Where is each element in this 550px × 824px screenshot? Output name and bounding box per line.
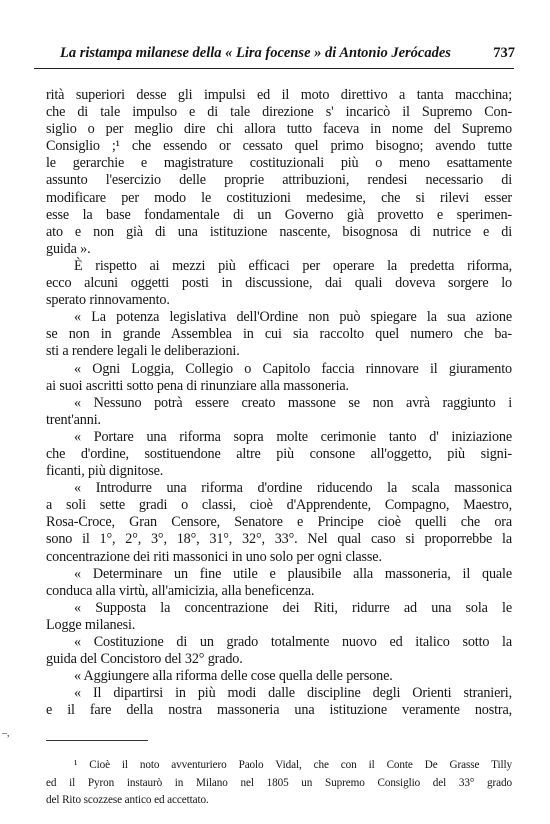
body-line: ai suoi ascritti sotto pena di rinunziare alla massoneria. (46, 377, 349, 394)
body-line: Rosa-Croce, Gran Censore, Senatore e Principe cioè quelli che ora (46, 514, 512, 531)
footnote-line: ¹ Cioè il noto avventuriero Paolo Vidal, che con il Conte De Grasse Tilly (74, 759, 512, 771)
body-line: che d'ordine, sostituendone altre più consone all'oggetto, più signi- (46, 445, 512, 462)
footnote (46, 757, 512, 810)
body-line: ecco alcuni oggetti posti in discussione, dai quali doveva sorgere lo (46, 275, 512, 292)
body-line: ato e non già di una istituzione nascente, bisognosa di nutrice e di (46, 223, 512, 240)
body-line: siglio o per meglio dire chi allora tutto faceva in nome del Supremo (46, 121, 512, 138)
body-line: le gerarchie e magistrature costituzionali più o meno esattamente (46, 155, 512, 172)
body-line: concentrazione dei riti massonici in uno solo per ogni classe. (46, 548, 382, 565)
body-line: « La potenza legislativa dell'Ordine non può spiegare la sua azione (74, 309, 512, 326)
footnote-line: ed il Pyron instaurò in Milano nel 1805 un Supremo Consiglio del 33° grado (46, 776, 512, 789)
body-line: a soli sette gradi o classi, cioè d'Apprendente, Compagno, Maestro, (46, 497, 512, 514)
body-line: modificare per modo le costituzioni medesime, che si rilevi esser (46, 189, 512, 206)
body-line: assunto l'esercizio delle proprie attribuzioni, rendesi necessario di (46, 172, 512, 189)
body-line: « Costituzione di un grado totalmente nuovo ed italico sotto la (74, 634, 512, 650)
body-line: « Supposta la concentrazione dei Riti, ridurre ad una sola le (74, 599, 512, 616)
body-line: « Nessuno potrà essere creato massone se non avrà raggiunto i (74, 394, 512, 411)
footnote-rule (46, 740, 148, 741)
body-line: « Introdurre una riforma d'ordine riducendo la scala massonica (74, 480, 512, 497)
body-line: « Ogni Loggia, Collegio o Capitolo faccia rinnovare il giuramento (74, 360, 512, 377)
footnote-line: del Rito scozzese antico ed accettato. (46, 794, 209, 806)
body-line: Consiglio ;¹ che essendo or cessato quel primo bisogno; avendo tutte (46, 138, 512, 155)
body-line: rità superiori desse gli impulsi ed il moto direttivo a tanta macchina; (46, 87, 512, 103)
body-line: « Portare una riforma sopra molte cerimonie tanto d' iniziazione (74, 428, 512, 445)
margin-mark: –, (2, 728, 10, 739)
body-line: guida ». (46, 240, 91, 257)
body-text (46, 87, 512, 719)
body-line: È rispetto ai mezzi più efficaci per operare la predetta riforma, (74, 257, 512, 274)
body-line: sperato rinnovamento. (46, 292, 170, 309)
body-line: « Il dipartirsi in più modi dalle discipline degli Orienti stranieri, (74, 685, 512, 702)
running-header-title: La ristampa milanese della « Lira focense » di Antonio Jerócades (60, 45, 451, 61)
header-rule (34, 68, 514, 69)
running-header (60, 45, 515, 65)
page-number: 737 (493, 45, 515, 61)
body-line: che di tale impulso e di tale direzione s' incaricò il Supremo Con- (46, 104, 512, 121)
body-line: guida del Concistoro del 32° grado. (46, 651, 243, 668)
body-line: « Determinare un fine utile e plausibile alla massoneria, il quale (74, 565, 512, 582)
body-line: trent'anni. (46, 411, 101, 428)
body-line: conduca alla virtù, all'amicizia, alla beneficenza. (46, 582, 315, 599)
body-line: ficanti, più dignitose. (46, 463, 164, 480)
body-line: « Aggiungere alla riforma delle cose quella delle persone. (74, 668, 393, 685)
body-line: e il fare della nostra massoneria una istituzione veramente nostra, (46, 702, 512, 719)
body-line: se non in grande Assemblea in cui sia raccolto quel numero che ba- (46, 326, 512, 343)
body-line: sti a rendere legali le deliberazioni. (46, 343, 240, 360)
body-line: sono il 1°, 2°, 3°, 18°, 31°, 32°, 33°. Nel qual caso si proporrebbe la (46, 531, 512, 548)
body-line: Logge milanesi. (46, 616, 136, 633)
body-line: esse la base fondamentale di un Governo già provetto e sperimen- (46, 206, 512, 223)
